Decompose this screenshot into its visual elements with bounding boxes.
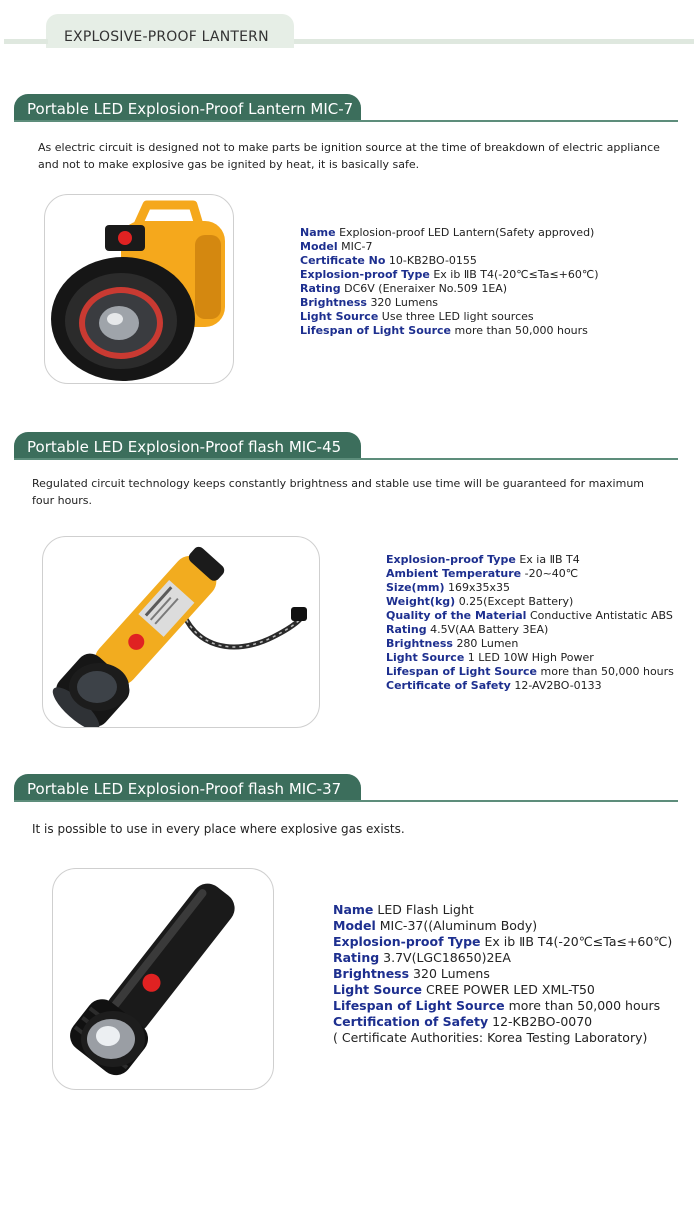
- spec-value: 320 Lumens: [413, 966, 490, 981]
- spec-row: [300, 324, 599, 338]
- spec-value: 4.5V(AA Battery 3EA): [430, 623, 549, 636]
- spec-row: [300, 296, 599, 310]
- specs-mic-37: [333, 902, 672, 1046]
- spec-value: 0.25(Except Battery): [458, 595, 574, 608]
- spec-value: -20~40℃: [524, 567, 579, 580]
- lantern-image: [45, 195, 233, 383]
- spec-label: Light Source: [333, 982, 422, 997]
- page-title: EXPLOSIVE-PROOF LANTERN: [64, 29, 269, 45]
- spec-value: more than 50,000 hours: [508, 998, 661, 1013]
- spec-value: 1 LED 10W High Power: [467, 651, 594, 664]
- spec-row: [386, 623, 674, 637]
- spec-value: Ex ib ⅡB T4(-20℃≤Ta≤+60℃): [484, 934, 673, 949]
- spec-row: [333, 966, 672, 982]
- spec-label: Rating: [333, 950, 380, 965]
- spec-label: Lifespan of Light Source: [386, 665, 537, 678]
- spec-value: DC6V (Eneraixer No.509 1EA): [344, 282, 508, 295]
- spec-value: 320 Lumens: [370, 296, 439, 309]
- spec-value: 280 Lumen: [456, 637, 519, 650]
- header-rule-left: [4, 39, 48, 44]
- description-mic-7: As electric circuit is designed not to make parts be ignition source at the time of breakdown of electric appliance and not to make explosive gas be ignited by heat, it is basically safe.: [38, 141, 660, 171]
- section-rule-mic-37: [14, 800, 678, 802]
- spec-value: Explosion-proof LED Lantern(Safety approved): [339, 226, 595, 239]
- spec-row: [333, 918, 672, 934]
- spec-value: LED Flash Light: [377, 902, 474, 917]
- spec-label: Rating: [300, 282, 341, 295]
- spec-value: 169x35x35: [448, 581, 511, 594]
- spec-value: MIC-7: [341, 240, 373, 253]
- spec-row: [386, 679, 674, 693]
- spec-label: Rating: [386, 623, 427, 636]
- spec-row: [386, 651, 674, 665]
- spec-value: 10-KB2BO-0155: [388, 254, 477, 267]
- certificate-note: ( Certificate Authorities: Korea Testing Laboratory): [333, 1030, 648, 1045]
- spec-value: Ex ib ⅡB T4(-20℃≤Ta≤+60℃): [433, 268, 599, 281]
- spec-label: Brightness: [300, 296, 367, 309]
- spec-row: [333, 950, 672, 966]
- spec-row: [386, 637, 674, 651]
- spec-label: Certificate No: [300, 254, 386, 267]
- spec-label: Size(mm): [386, 581, 445, 594]
- spec-label: Ambient Temperature: [386, 567, 522, 580]
- section-rule-mic-45: [14, 458, 678, 460]
- spec-value: MIC-37((Aluminum Body): [379, 918, 538, 933]
- specs-mic-45: [386, 553, 674, 693]
- specs-mic-7: [300, 226, 599, 338]
- spec-label: Explosion-proof Type: [386, 553, 516, 566]
- spec-label: Brightness: [386, 637, 453, 650]
- spec-value: 12-KB2BO-0070: [492, 1014, 593, 1029]
- spec-value: more than 50,000 hours: [454, 324, 588, 337]
- product-photo-mic-37: [52, 868, 274, 1090]
- spec-label: Model: [333, 918, 376, 933]
- spec-row: [386, 595, 674, 609]
- spec-value: Use three LED light sources: [381, 310, 534, 323]
- spec-label: Lifespan of Light Source: [333, 998, 505, 1013]
- spec-label: Lifespan of Light Source: [300, 324, 451, 337]
- spec-label: Light Source: [300, 310, 379, 323]
- section-rule-mic-7: [14, 120, 678, 122]
- spec-row: [300, 240, 599, 254]
- spec-row: [333, 1014, 672, 1030]
- spec-row: [300, 310, 599, 324]
- spec-label: Weight(kg): [386, 595, 456, 608]
- section-heading-mic-7: Portable LED Explosion-Proof Lantern MIC-7: [14, 94, 361, 122]
- spec-value: 12-AV2BO-0133: [514, 679, 602, 692]
- spec-row: [386, 553, 674, 567]
- spec-row: [386, 581, 674, 595]
- spec-label: Certification of Safety: [333, 1014, 489, 1029]
- spec-row: [386, 665, 674, 679]
- spec-row: [300, 282, 599, 296]
- spec-value: Ex ia ⅡB T4: [519, 553, 580, 566]
- section-heading-mic-45: Portable LED Explosion-Proof flash MIC-45: [14, 432, 361, 460]
- flashlight-image-black: [53, 869, 273, 1089]
- spec-row: [300, 268, 599, 282]
- spec-value: 3.7V(LGC18650)2EA: [383, 950, 511, 965]
- spec-row: [386, 567, 674, 581]
- description-mic-45: Regulated circuit technology keeps constantly brightness and stable use time will be guaranteed for maximum four hours.: [32, 477, 645, 507]
- header-rule-right: [294, 39, 694, 44]
- flashlight-image-yellow: [43, 537, 319, 727]
- spec-label: Brightness: [333, 966, 410, 981]
- spec-row: [333, 934, 672, 950]
- spec-row: [386, 609, 674, 623]
- spec-value: CREE POWER LED XML-T50: [425, 982, 595, 997]
- spec-label: Quality of the Material: [386, 609, 527, 622]
- section-heading-mic-37: Portable LED Explosion-Proof flash MIC-37: [14, 774, 361, 802]
- spec-label: Explosion-proof Type: [300, 268, 430, 281]
- spec-row: [333, 902, 672, 918]
- spec-label: Name: [300, 226, 336, 239]
- spec-label: Model: [300, 240, 338, 253]
- product-photo-mic-45: [42, 536, 320, 728]
- spec-label: Name: [333, 902, 374, 917]
- spec-label: Certificate of Safety: [386, 679, 511, 692]
- spec-value: more than 50,000 hours: [540, 665, 674, 678]
- spec-label: Light Source: [386, 651, 465, 664]
- spec-value: Conductive Antistatic ABS: [529, 609, 673, 622]
- spec-row: [333, 982, 672, 998]
- description-mic-37: It is possible to use in every place where explosive gas exists.: [32, 822, 405, 836]
- spec-label: Explosion-proof Type: [333, 934, 481, 949]
- spec-row: [300, 254, 599, 268]
- spec-row: [300, 226, 599, 240]
- product-photo-mic-7: [44, 194, 234, 384]
- spec-row: [333, 998, 672, 1014]
